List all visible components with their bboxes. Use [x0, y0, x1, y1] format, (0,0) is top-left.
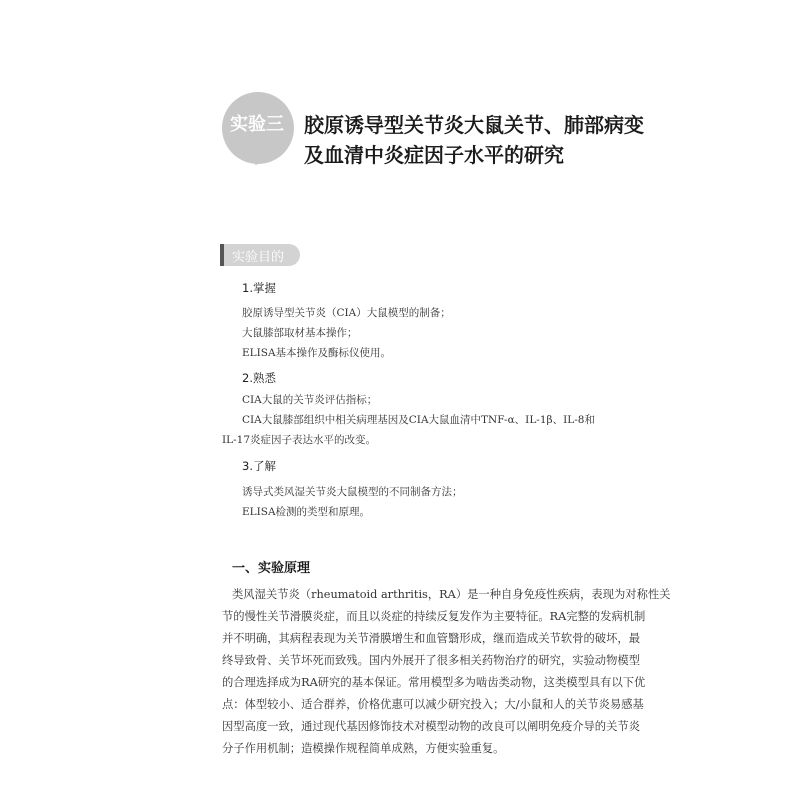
page-title [304, 110, 724, 170]
paragraph-line: 并不明确，其病程表现为关节滑膜增生和血管翳形成，继而造成关节软骨的破坏，最 [222, 632, 640, 645]
objective-item: ELISA检测的类型和原理。 [242, 506, 371, 518]
objective-item: IL-17炎症因子表达水平的改变。 [222, 434, 377, 446]
objective-item: ELISA基本操作及酶标仪使用。 [242, 347, 392, 359]
paragraph-line: 分子作用机制；造模操作规程简单成熟，方便实验重复。 [222, 742, 505, 755]
paragraph-line: 类风湿关节炎（rheumatoid arthritis，RA）是一种自身免疫性疾病，表现为对称性关 [232, 588, 671, 601]
paragraph-line: 因型高度一致，通过现代基因修饰技术对模型动物的改良可以阐明免疫介导的关节炎 [222, 720, 640, 733]
paragraph-line: 节的慢性关节滑膜炎症，而且以炎症的持续反复发作为主要特征。RA完整的发病机制 [222, 610, 646, 623]
title-line-1: 胶原诱导型关节炎大鼠关节、肺部病变 [304, 113, 644, 137]
objective-item: CIA大鼠膝部组织中相关病理基因及CIA大鼠血清中TNF-α、IL-1β、IL-8和 [242, 414, 595, 426]
title-line-2: 及血清中炎症因子水平的研究 [304, 143, 564, 167]
paragraph-line: 点：体型较小、适合群养，价格优惠可以减少研究投入；大/小鼠和人的关节炎易感基 [222, 698, 644, 711]
section-tag-bar [220, 244, 224, 266]
objective-item: 诱导式类风湿关节炎大鼠模型的不同制备方法； [242, 486, 463, 498]
paragraph-line: 的合理选择成为RA研究的基本保证。常用模型多为啮齿类动物，这类模型具有以下优 [222, 676, 646, 689]
objective-item: CIA大鼠的关节炎评估指标； [242, 394, 378, 406]
subheading-familiar: 2.熟悉 [242, 371, 276, 385]
section-tag-label: 实验目的 [232, 250, 285, 265]
section-tag-objectives [220, 244, 300, 266]
badge-text: 实验三 [230, 114, 284, 135]
objective-item: 大鼠膝部取材基本操作； [242, 327, 358, 339]
subheading-understand: 3.了解 [242, 459, 276, 473]
subheading-master: 1.掌握 [242, 281, 276, 295]
section-heading-principle: 一、实验原理 [232, 561, 311, 576]
paragraph-line: 终导致骨、关节坏死而致残。国内外展开了很多相关药物治疗的研究，实验动物模型 [222, 654, 640, 667]
objective-item: 胶原诱导型关节炎（CIA）大鼠模型的制备； [242, 307, 451, 319]
